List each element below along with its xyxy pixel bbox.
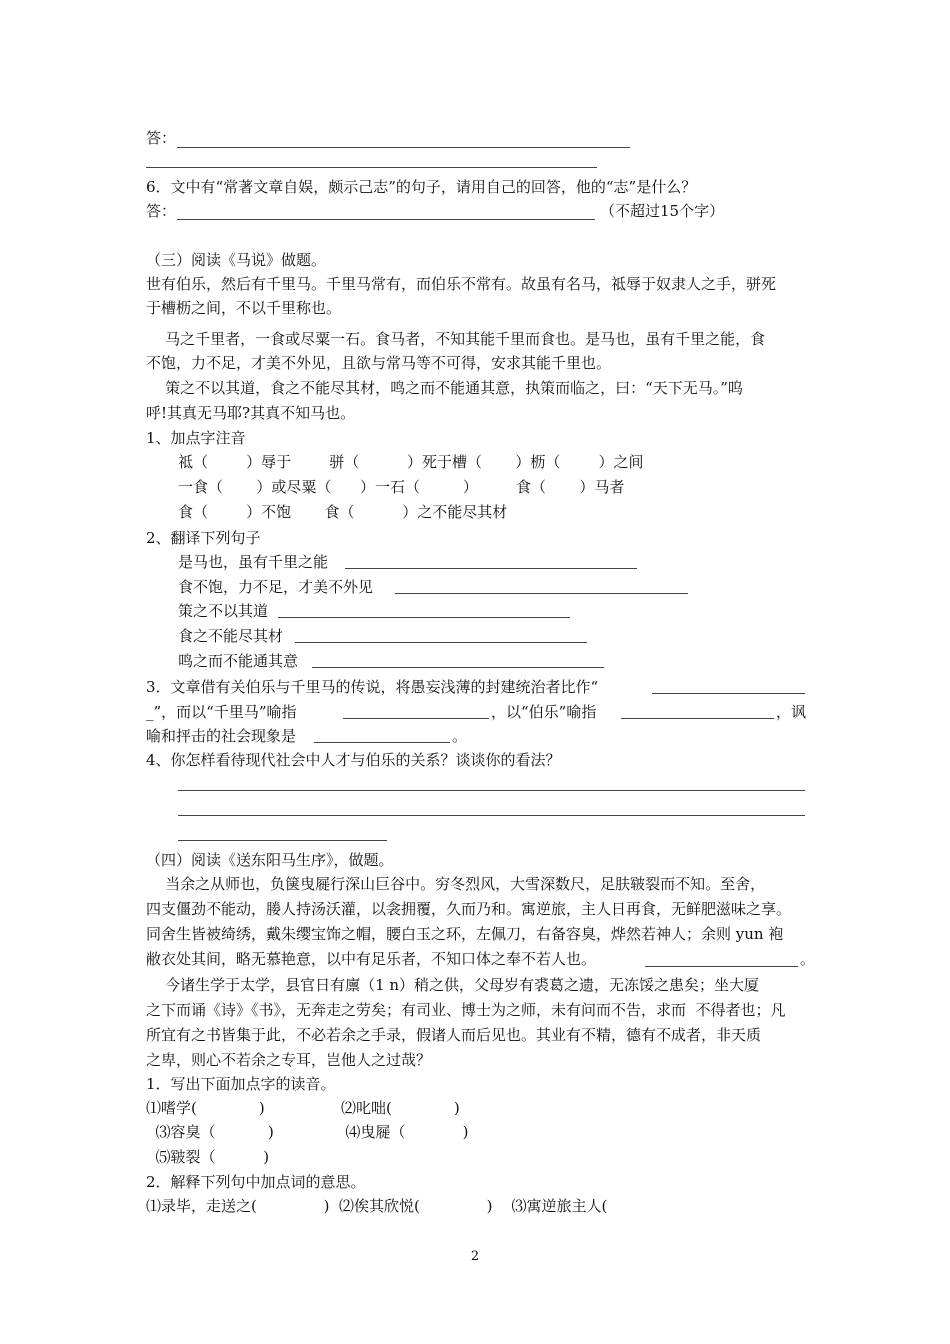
pinyin-row[interactable]: 祗（ ）辱于 骈（ ）死于槽（ ）枥（ ）之间	[178, 453, 644, 471]
answer-line[interactable]	[295, 642, 587, 643]
passage-line: 同舍生皆被绮绣，戴朱缨宝饰之帽，腰白玉之环，左佩刀，右备容臭，烨然若神人；余则 yun 袍	[146, 925, 784, 943]
translate-item: 鸣之而不能通其意	[178, 652, 299, 670]
section-title: （四）阅读《送东阳马生序》，做题。	[146, 851, 394, 869]
answer-line[interactable]	[178, 815, 805, 816]
passage-line: 之下而诵《诗》《书》，无奔走之劳矣；有司业、博士为之师，未有问而不告，求而 不得者也；凡	[146, 1001, 786, 1019]
answer-line[interactable]	[278, 617, 570, 618]
passage-line: 马之千里者，一食或尽粟一石。食马者，不知其能千里而食也。是马也，虽有千里之能，食	[146, 330, 766, 348]
passage-line: 当余之从师也，负箧曳屣行深山巨谷中。穷冬烈风，大雪深数尺，足肤皲裂而不知。至舍，	[146, 875, 766, 893]
answer-line[interactable]	[178, 840, 387, 841]
pronounce-row[interactable]: ⑶容臭（ ) ⑷曳屣（ )	[146, 1123, 469, 1141]
question-3-line3a: 喻和抨击的社会现象是	[146, 727, 297, 745]
answer-line[interactable]	[345, 568, 637, 569]
answer-line[interactable]	[146, 167, 597, 168]
question-title: 1．写出下面加点字的读音。	[146, 1075, 336, 1093]
answer-line[interactable]	[312, 667, 604, 668]
question-title: 2．解释下列句中加点词的意思。	[146, 1173, 366, 1191]
answer-note: （不超过15个字）	[600, 202, 725, 220]
question-4: 4、你怎样看待现代社会中人才与伯乐的关系？谈谈你的看法？	[146, 751, 561, 769]
question-3-line2a: _”，而以“千里马”喻指	[146, 703, 297, 721]
answer-line[interactable]	[177, 219, 595, 220]
question-title: 1、加点字注音	[146, 429, 246, 447]
answer-line[interactable]	[621, 718, 774, 719]
answer-line[interactable]	[177, 147, 630, 148]
question-3-line1: 3．文章借有关伯乐与千里马的传说，将愚妄浅薄的封建统治者比作“	[146, 678, 599, 696]
pronounce-row[interactable]: ⑴嗜学( ) ⑵叱咄( )	[146, 1099, 460, 1117]
translate-item: 策之不以其道	[178, 602, 269, 620]
passage-line: 世有伯乐，然后有千里马。千里马常有，而伯乐不常有。故虽有名马，祗辱于奴隶人之手，骈死	[146, 275, 777, 293]
passage-line-end: 。	[800, 950, 816, 968]
answer-line[interactable]	[178, 790, 805, 791]
answer-line[interactable]	[314, 742, 450, 743]
passage-line: 今诸生学于太学，县官日有廪（1 n）稍之供，父母岁有裘葛之遗，无冻馁之患矣；坐大厦	[146, 976, 760, 994]
question-3-line2c: ，讽	[776, 703, 807, 721]
passage-line: 呼!其真无马耶?其真不知马也。	[146, 404, 356, 422]
question-3-line2b: ，以“伯乐”喻指	[491, 703, 597, 721]
passage-line: 四支僵劲不能动，媵人持汤沃灌，以衾拥覆，久而乃和。寓逆旅，主人日再食，无鲜肥滋味之享。	[146, 900, 792, 918]
answer-line[interactable]	[343, 718, 489, 719]
pinyin-row[interactable]: 食（ ）不饱 食（ ）之不能尽其材	[178, 503, 508, 521]
answer-line[interactable]	[652, 693, 805, 694]
passage-line: 于槽枥之间，不以千里称也。	[146, 299, 342, 317]
answer-prefix: 答：	[146, 202, 177, 220]
question-title: 2、翻译下列句子	[146, 529, 261, 547]
passage-line: 不饱，力不足，才美不外见，且欲与常马等不可得，安求其能千里也。	[146, 354, 612, 372]
section-title: （三）阅读《马说》做题。	[146, 251, 327, 269]
translate-item: 食之不能尽其材	[178, 627, 284, 645]
translate-item: 食不饱，力不足，才美不外见	[178, 578, 374, 596]
explain-row[interactable]: ⑴录毕，走送之( ) ⑵俟其欣悦( ) ⑶寓逆旅主人(	[146, 1197, 608, 1215]
passage-line: 策之不以其道，食之不能尽其材，鸣之而不能通其意，执策而临之，曰：“天下无马。”呜	[146, 379, 743, 397]
question-6: 6．文中有“常著文章自娱，颇示己志”的句子，请用自己的回答，他的“志”是什么？	[146, 178, 697, 196]
translate-item: 是马也，虽有千里之能	[178, 553, 329, 571]
page-number: 2	[470, 1249, 480, 1264]
answer-line[interactable]	[395, 593, 688, 594]
answer-prefix: 答：	[146, 129, 177, 147]
passage-line: 敝衣处其间，略无慕艳意，以中有足乐者，不知口体之奉不若人也。	[146, 950, 597, 968]
question-3-line3b: 。	[452, 727, 468, 745]
passage-line: 之卑，则心不若余之专耳，岂他人之过哉？	[146, 1051, 432, 1069]
answer-line[interactable]	[645, 966, 798, 967]
pronounce-row[interactable]: ⑸皲裂（ )	[146, 1148, 270, 1166]
pinyin-row[interactable]: 一食（ ）或尽粟（ ）一石（ ） 食（ ）马者	[178, 478, 625, 496]
passage-line: 所宜有之书皆集于此，不必若余之手录，假诸人而后见也。其业有不精，德有不成者，非天质	[146, 1026, 762, 1044]
